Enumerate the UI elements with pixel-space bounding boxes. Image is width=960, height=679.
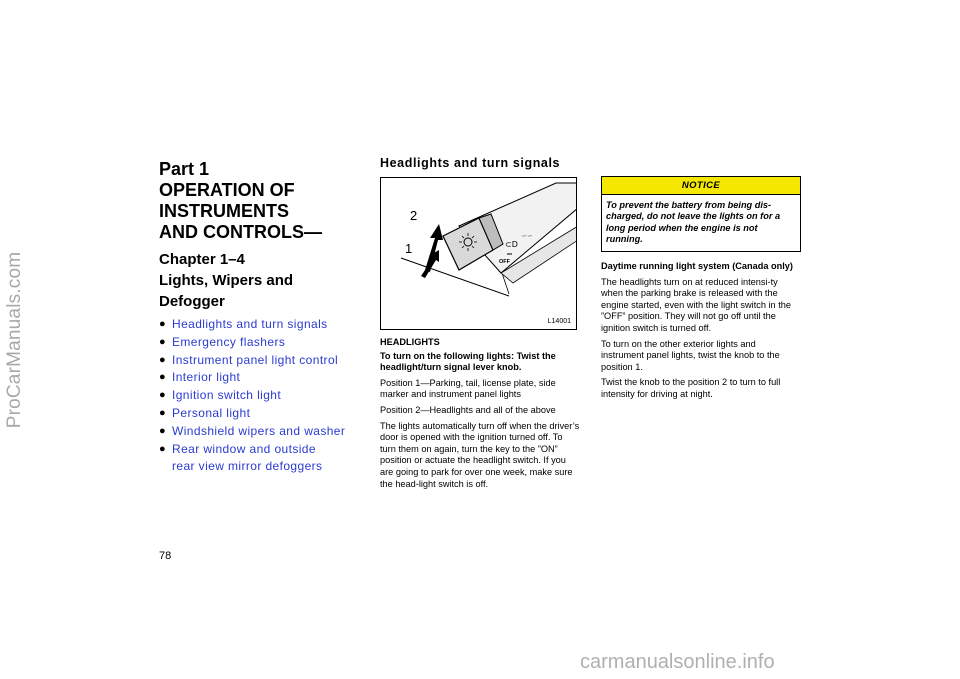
drl-paragraph-2: To turn on the other exterior lights and instrument panel lights, twist the knob to the position 1. xyxy=(601,338,780,372)
toc-item-interior-light[interactable] xyxy=(159,369,359,387)
notice-box xyxy=(601,176,801,252)
toc-item-label: Personal light xyxy=(172,405,251,420)
parking-symbol-icon: ⊂D xyxy=(505,240,518,249)
chapter-title-line: Defogger xyxy=(159,293,225,310)
toc-item-emergency-flashers[interactable] xyxy=(159,334,359,352)
off-label: OFF xyxy=(499,259,510,265)
toc-item-label: Emergency flashers xyxy=(172,334,286,349)
toc-item-instrument-panel-light[interactable] xyxy=(159,352,359,370)
position-2-description: Position 2—Headlights and all of the above xyxy=(380,404,556,415)
part-title-line: AND CONTROLS— xyxy=(159,222,322,242)
position-1-description: Position 1—Parking, tail, license plate, side marker and instrument panel lights xyxy=(380,377,556,400)
headlights-text xyxy=(380,337,580,494)
chapter-title-line: Lights, Wipers and xyxy=(159,272,294,289)
headlights-subhead: HEADLIGHTS xyxy=(380,337,440,347)
bullet-icon: ● xyxy=(159,335,167,348)
chapter-toc xyxy=(159,316,359,476)
bullet-icon: ● xyxy=(159,424,167,437)
part-title-line: INSTRUMENTS xyxy=(159,201,289,221)
notice-title: NOTICE xyxy=(602,177,800,195)
notice-body: To prevent the battery from being dis-charged, do not leave the lights on for a long period when the engine is not running. xyxy=(606,200,781,245)
headlight-lever-figure xyxy=(380,177,577,330)
toc-item-defoggers[interactable] xyxy=(159,441,342,477)
drl-heading: Daytime running light system (Canada only) xyxy=(601,261,793,271)
section-heading: Headlights and turn signals xyxy=(380,156,561,170)
toc-item-label: Windshield wipers and washer xyxy=(172,423,346,438)
drl-paragraph-3: Twist the knob to the position 2 to turn to full intensity for driving at night. xyxy=(601,377,781,399)
chapter-title xyxy=(159,249,359,312)
bullet-icon: ● xyxy=(159,442,167,455)
toc-item-headlights[interactable] xyxy=(159,316,359,334)
toc-item-ignition-switch-light[interactable] xyxy=(159,387,359,405)
toc-item-personal-light[interactable] xyxy=(159,405,359,423)
chapter-title-line: Chapter 1–4 xyxy=(159,251,245,268)
figure-code: L14001 xyxy=(547,318,571,325)
bullet-icon: ● xyxy=(159,371,167,384)
tail-symbol-icon: ∽∽ xyxy=(521,232,533,240)
toc-item-label: Rear window and outside rear view mirror defoggers xyxy=(172,441,323,474)
headlight-lever-illustration xyxy=(381,178,577,330)
position-1-label: 1 xyxy=(405,241,413,256)
side-watermark: ProCarManuals.com xyxy=(4,251,25,429)
part-title-line: Part 1 xyxy=(159,159,210,179)
toc-item-wipers-washer[interactable] xyxy=(159,423,359,441)
toc-item-label: Interior light xyxy=(172,370,241,385)
auto-off-description: The lights automatically turn off when the driver’s door is opened with the ignition turned off. To turn them on again, turn the key to the ”ON” position or actuate the headlight switch. If you are going to park for over one week, make sure the head-light switch is off. xyxy=(380,420,580,489)
bottom-watermark: carmanualsonline.info xyxy=(580,651,775,673)
headlights-instruction: To turn on the following lights: Twist the headlight/turn signal lever knob. xyxy=(380,350,556,373)
bullet-icon: ● xyxy=(159,406,167,419)
toc-item-label: Headlights and turn signals xyxy=(172,317,328,331)
toc-item-label: Instrument panel light control xyxy=(172,352,339,367)
part-title xyxy=(159,159,359,243)
position-2-label: 2 xyxy=(410,208,418,223)
bullet-icon: ● xyxy=(159,389,167,402)
bullet-icon: ● xyxy=(159,353,167,366)
bullet-icon: ● xyxy=(159,318,167,330)
arrow-position-2-icon xyxy=(425,224,443,272)
toc-item-label: Ignition switch light xyxy=(172,388,282,403)
page-number: 78 xyxy=(159,550,172,562)
part-title-line: OPERATION OF xyxy=(159,180,295,200)
drl-paragraph-1: The headlights turn on at reduced intensi-ty when the parking brake is released with the engine started, even with the light switch in the ”OFF” position. They will not go off until the ignition switch is turned off. xyxy=(601,276,791,333)
drl-text xyxy=(601,261,801,405)
